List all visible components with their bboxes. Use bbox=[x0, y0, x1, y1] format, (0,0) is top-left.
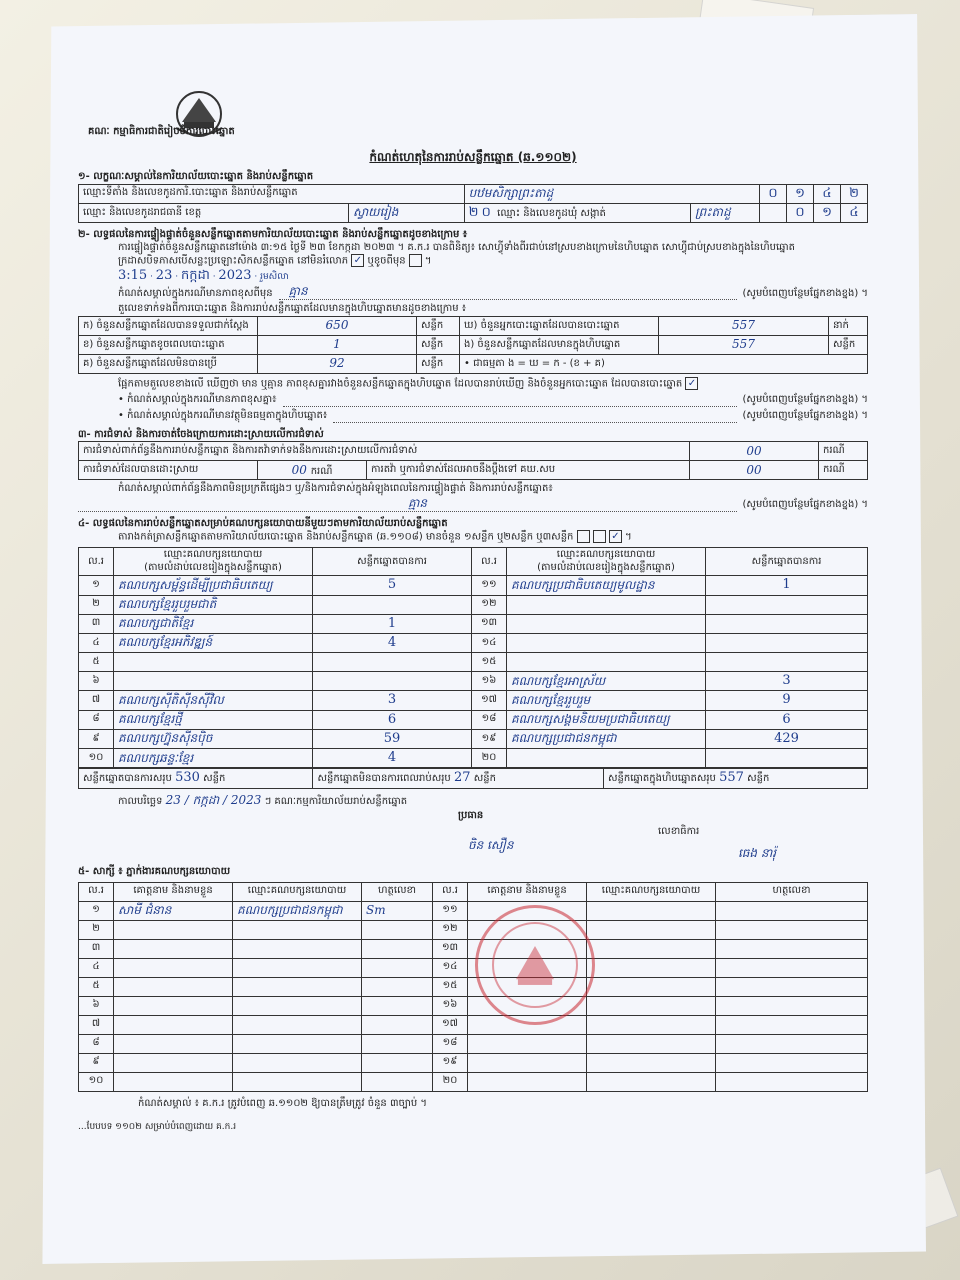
witness-no: ១៣ bbox=[433, 939, 468, 958]
time-value: 3:15 bbox=[118, 268, 148, 283]
no-checkbox[interactable] bbox=[409, 254, 422, 267]
witness-signature bbox=[716, 1015, 868, 1034]
witness-party bbox=[233, 977, 362, 996]
party-votes: 3 bbox=[706, 672, 868, 691]
counts-table bbox=[78, 316, 868, 374]
party-votes: 6 bbox=[313, 710, 472, 729]
table-row bbox=[79, 576, 868, 595]
col-name: គោត្តនាម និងនាមខ្លួន bbox=[114, 882, 233, 901]
table-row bbox=[79, 977, 868, 996]
date-value: 23 / កក្កដា / 2023 bbox=[165, 792, 262, 807]
total-invalid-unit: សន្លឹក bbox=[473, 773, 496, 785]
table-row bbox=[79, 901, 868, 920]
commune-label bbox=[464, 203, 690, 222]
bullet2-field bbox=[333, 410, 736, 423]
party-no: ១៩ bbox=[472, 729, 507, 748]
witness-name bbox=[114, 1034, 233, 1053]
witness-signature bbox=[716, 1034, 868, 1053]
count-unit: នាក់ bbox=[829, 316, 868, 335]
witness-no: ៣ bbox=[79, 939, 114, 958]
witness-no: ១១ bbox=[433, 901, 468, 920]
resolved-number: 00 bbox=[291, 462, 307, 477]
witness-signature: Sm bbox=[362, 901, 433, 920]
witness-party bbox=[233, 920, 362, 939]
witness-signature bbox=[716, 1072, 868, 1091]
party-name bbox=[114, 653, 313, 672]
witness-signature bbox=[362, 920, 433, 939]
no-label: ឬខូចពីមុន bbox=[367, 255, 406, 267]
code-digit: ១ bbox=[814, 203, 841, 222]
sheets3-checkbox[interactable]: ✓ bbox=[609, 530, 622, 543]
witness-party bbox=[587, 1053, 716, 1072]
party-name: គណបក្សប្រជាធិបតេយ្យមូលដ្ឋាន bbox=[507, 576, 706, 595]
witness-no: ៥ bbox=[79, 977, 114, 996]
total-invalid-label: សន្លឹកឆ្នោតមិនបានការពេលរាប់សរុប bbox=[317, 773, 451, 785]
section2-heading: ២- លទ្ធផលនៃការផ្ទៀងផ្ទាត់ចំនួនសន្លឹកឆ្នោតតាមការិយាល័យបោះឆ្នោត និងរាប់សន្លឹកឆ្នោតដូចខាងក្រោម ៖ bbox=[78, 229, 468, 240]
witness-signature bbox=[716, 1053, 868, 1072]
count-label: គ) ចំនួនសន្លឹកឆ្នោតដែលមិនបានប្រើ bbox=[79, 354, 258, 373]
year-value: 2023 bbox=[218, 268, 252, 283]
irregularity-suffix: (សូមបំពេញបន្ថែមផ្នែកខាងខ្នង) ។ bbox=[742, 499, 868, 511]
party-votes: 9 bbox=[706, 691, 868, 710]
count-label: ក) ចំនួនសន្លឹកឆ្នោតដែលបានទទួលជាក់ស្តែង bbox=[79, 316, 258, 335]
committee-label: ៗ គណៈកម្មការិយាល័យរាប់សន្លឹកឆ្នោត bbox=[264, 795, 408, 807]
difference-note-label: កំណត់សម្គាល់ក្នុងករណីមានភាពខុសពីមុន bbox=[118, 287, 273, 299]
witness-name: សាមី ជំនាន bbox=[114, 901, 233, 920]
witness-no: ១ bbox=[79, 901, 114, 920]
verification-text: ការផ្ទៀងផ្ទាត់ចំនួនសន្លឹកឆ្នោតនៅម៉ោង ៣:១៥ ថ្ងៃទី ២៣ ខែកក្កដា ២០២៣ ។ គ.ក.រ បានពិនិត្យ៖ សោហ្វ៉ីទាំងពីរជាប់នៅស្របខាងក្រោមនៃហិបឆ្នោត សោហ្វ៉ីជាប់ស្របខាងក្នុងនៃហិបឆ្នោត ក្រដាសបិទភាសបើសន្លះប្រឡោះសិកសន្លឹកឆ្នោត នៅមិនរំលោភ bbox=[118, 241, 796, 267]
bullet2-line bbox=[118, 410, 868, 423]
witness-party bbox=[233, 996, 362, 1015]
form-footer: ...បែបបទ ១១០២ សម្រាប់បំពេញដោយ គ.ក.រ bbox=[78, 1122, 237, 1132]
witness-no: ១៧ bbox=[433, 1015, 468, 1034]
yes-label: រួមសិលា bbox=[260, 272, 289, 282]
witness-signature bbox=[716, 901, 868, 920]
party-no: ៩ bbox=[79, 729, 114, 748]
sheets1-checkbox[interactable] bbox=[577, 530, 590, 543]
total-invalid-value: 27 bbox=[453, 770, 471, 786]
witness-party bbox=[233, 939, 362, 958]
sheets2-checkbox[interactable] bbox=[593, 530, 606, 543]
witness-signature bbox=[362, 1053, 433, 1072]
party-no: ៤ bbox=[79, 633, 114, 652]
party-name: គណបក្សខ្មែររួបរួម bbox=[507, 691, 706, 710]
witness-party bbox=[587, 1034, 716, 1053]
counts-row bbox=[79, 316, 868, 335]
col-no: ល.រ bbox=[472, 548, 507, 576]
party-name: គណបក្សហ្វ៊ុនស៊ីនប៉ិច bbox=[114, 729, 313, 748]
col-votes: សន្លឹកឆ្នោតបានការ bbox=[313, 548, 472, 576]
count-unit: សន្លឹក bbox=[829, 335, 868, 354]
witness-party bbox=[587, 1015, 716, 1034]
col-party bbox=[507, 548, 706, 576]
party-votes bbox=[313, 595, 472, 614]
party-votes bbox=[313, 653, 472, 672]
party-name bbox=[507, 595, 706, 614]
code-digit: ២ bbox=[841, 184, 868, 203]
resolved-unit: ករណី bbox=[310, 465, 333, 477]
table-row bbox=[79, 749, 868, 768]
witness-no: ១៦ bbox=[433, 996, 468, 1015]
results-body bbox=[79, 576, 868, 768]
col-votes: សន្លឹកឆ្នោតបានការ bbox=[706, 548, 868, 576]
party-no: ១៣ bbox=[472, 614, 507, 633]
party-name: គណបក្សសង្គមនិយមប្រជាធិបតេយ្យ bbox=[507, 710, 706, 729]
table-row bbox=[79, 1072, 868, 1091]
resolved-label: ការជំទាស់ដែលបានដោះស្រាយ bbox=[79, 461, 258, 480]
bullet2-suffix: (សូមបំពេញបន្ថែមផ្នែកខាងខ្នង) ។ bbox=[742, 410, 868, 422]
code-digit: ០ bbox=[760, 184, 787, 203]
results-intro: តារាងកត់ត្រាសន្លឹកឆ្នោតតាមការិយាល័យបោះឆ្នោត និងរាប់សន្លឹកឆ្នោត (ឆ.១១០៨) មានចំនួន ១សន្លឹក ឬ២សន្លឹក ឬ៣សន្លឹក ✓ ។ bbox=[118, 531, 632, 543]
secretary-name: ធេង នារ៉ុ bbox=[738, 846, 777, 860]
table-row bbox=[79, 1015, 868, 1034]
party-no: ៧ bbox=[79, 691, 114, 710]
table-row bbox=[79, 672, 868, 691]
count-label: ខ) ចំនួនសន្លឹកឆ្នោតខូចពេលបោះឆ្នោត bbox=[79, 335, 258, 354]
irregularity-field bbox=[78, 495, 737, 512]
objection-unit: ករណី bbox=[819, 442, 868, 461]
party-votes bbox=[313, 672, 472, 691]
party-name bbox=[507, 633, 706, 652]
witness-name bbox=[114, 977, 233, 996]
date-label: កាលបរិច្ឆេទ bbox=[118, 795, 163, 807]
party-name: គណបក្សឆន្ទៈខ្មែរ bbox=[114, 749, 313, 768]
table-row bbox=[79, 920, 868, 939]
witness-signature bbox=[716, 939, 868, 958]
table-row bbox=[79, 958, 868, 977]
witness-name bbox=[114, 939, 233, 958]
difference-note-suffix: (សូមបំពេញបន្ថែមផ្នែកខាងខ្នង) ។ bbox=[742, 287, 868, 299]
party-name: គណបក្សខ្មែរអាស្រ័យ bbox=[507, 672, 706, 691]
witness-signature bbox=[362, 977, 433, 996]
bullet2-label: • កំណត់សម្គាល់ក្នុងករណីមានវត្ថុមិនធម្មតាក្នុងហិបឆ្នោត៖ bbox=[118, 410, 328, 422]
witness-signature bbox=[362, 996, 433, 1015]
witness-no: ១៤ bbox=[433, 958, 468, 977]
witness-party: គណបក្សប្រជាជនកម្ពុជា bbox=[233, 901, 362, 920]
table-row bbox=[79, 729, 868, 748]
party-votes: 1 bbox=[313, 614, 472, 633]
table-row bbox=[79, 1034, 868, 1053]
match-line bbox=[118, 377, 868, 391]
code-digit: ៤ bbox=[841, 203, 868, 222]
witness-signature bbox=[716, 977, 868, 996]
formula-note: • ជាធម្មតា ង = ឃ = ក - (ខ + គ) bbox=[460, 354, 868, 373]
witness-no: ១២ bbox=[433, 920, 468, 939]
party-votes: 6 bbox=[706, 710, 868, 729]
bullet1-suffix: (សូមបំពេញបន្ថែមផ្នែកខាងខ្នង) ។ bbox=[742, 394, 868, 406]
witness-no: ៨ bbox=[79, 1034, 114, 1053]
totals-table bbox=[78, 768, 868, 788]
document bbox=[78, 60, 868, 1133]
form-title: កំណត់ហេតុនៃការរាប់សន្លឹកឆ្នោត (ឆ.១១០២) bbox=[369, 150, 577, 164]
party-votes: 4 bbox=[313, 749, 472, 768]
party-name: គណបក្សខ្មែររួបរួមជាតិ bbox=[114, 595, 313, 614]
total-invalid bbox=[313, 769, 604, 788]
party-no: ១៨ bbox=[472, 710, 507, 729]
witness-signature bbox=[362, 1034, 433, 1053]
footnote: កំណត់សម្គាល់ ៖ គ.ក.រ ត្រូវបំពេញ ឆ.១១០២ ឱ្យបានត្រឹមត្រូវ ចំនួន ៣ច្បាប់ ។ bbox=[138, 1097, 427, 1109]
witness-no: ២០ bbox=[433, 1072, 468, 1091]
party-no: ១២ bbox=[472, 595, 507, 614]
witness-body bbox=[79, 901, 868, 1091]
witness-name bbox=[468, 1053, 587, 1072]
table-row bbox=[79, 595, 868, 614]
witness-table bbox=[78, 882, 868, 1092]
party-no: ១៥ bbox=[472, 653, 507, 672]
count-value: 557 bbox=[659, 335, 829, 354]
witness-no: ១៥ bbox=[433, 977, 468, 996]
party-votes bbox=[706, 749, 868, 768]
witness-name bbox=[114, 920, 233, 939]
objections-table bbox=[78, 441, 868, 480]
appeal-unit: ករណី bbox=[819, 461, 868, 480]
total-box-value: 557 bbox=[719, 770, 744, 786]
seal-emblem-icon bbox=[478, 908, 592, 1022]
party-name bbox=[507, 653, 706, 672]
section3-heading: ៣- ការជំទាស់ និងការចាត់ចែងក្រោយការដោះស្រាយលើការជំទាស់ bbox=[78, 428, 324, 440]
witness-signature bbox=[716, 958, 868, 977]
party-votes: 429 bbox=[706, 729, 868, 748]
count-value: 1 bbox=[258, 335, 417, 354]
witness-party bbox=[587, 920, 716, 939]
party-no: ១៧ bbox=[472, 691, 507, 710]
witness-signature bbox=[362, 958, 433, 977]
col-party-text: ឈ្មោះគណបក្សនយោបាយ bbox=[163, 549, 263, 561]
party-name bbox=[507, 749, 706, 768]
results-header-row bbox=[79, 548, 868, 576]
col-party-sub: (តាមលំដាប់លេខរៀងក្នុងសន្លឹកឆ្នោត) bbox=[144, 561, 282, 573]
commune-value: ព្រះតាដួ bbox=[691, 203, 760, 222]
witness-name bbox=[468, 1034, 587, 1053]
party-no: ១១ bbox=[472, 576, 507, 595]
witness-party bbox=[233, 958, 362, 977]
party-votes: 5 bbox=[313, 576, 472, 595]
witness-party bbox=[233, 1053, 362, 1072]
section1-table bbox=[78, 184, 868, 224]
witness-party bbox=[233, 1072, 362, 1091]
objection-label: ការជំទាស់ពាក់ព័ន្ធនឹងការរាប់សន្លឹកឆ្នោត និងការតវ៉ាទាក់ទងនឹងការដោះស្រាយលើការជំទាស់ bbox=[79, 442, 690, 461]
day-value: 23 bbox=[155, 268, 173, 283]
counts-row bbox=[79, 335, 868, 354]
table-row bbox=[79, 614, 868, 633]
table-row bbox=[79, 939, 868, 958]
party-no: ៥ bbox=[79, 653, 114, 672]
counts-row bbox=[79, 354, 868, 373]
party-results-table bbox=[78, 547, 868, 768]
appeal-value: 00 bbox=[690, 461, 819, 480]
witness-name bbox=[114, 1053, 233, 1072]
count-label: ង) ចំនួនសន្លឹកឆ្នោតដែលមានក្នុងហិបឆ្នោត bbox=[460, 335, 659, 354]
witness-party bbox=[233, 1034, 362, 1053]
witness-no: ៦ bbox=[79, 996, 114, 1015]
party-name: គណបក្សជាតិខ្មែរ bbox=[114, 614, 313, 633]
count-value: 557 bbox=[659, 316, 829, 335]
party-votes bbox=[706, 614, 868, 633]
party-no: ២០ bbox=[472, 749, 507, 768]
col-no: ល.រ bbox=[79, 548, 114, 576]
count-unit: សន្លឹក bbox=[417, 354, 460, 373]
party-no: ៨ bbox=[79, 710, 114, 729]
party-votes bbox=[706, 633, 868, 652]
difference-note-line bbox=[118, 284, 868, 300]
witness-no: ៤ bbox=[79, 958, 114, 977]
party-name: គណបក្សសម្ព័ន្ធដើម្បីប្រជាធិបតេយ្យ bbox=[114, 576, 313, 595]
col-party: ឈ្មោះគណបក្សនយោបាយ bbox=[233, 882, 362, 901]
party-no: ១ bbox=[79, 576, 114, 595]
date-line bbox=[118, 793, 868, 809]
witness-no: ១០ bbox=[79, 1072, 114, 1091]
party-no: ២ bbox=[79, 595, 114, 614]
witness-signature bbox=[362, 1015, 433, 1034]
table-row bbox=[79, 653, 868, 672]
table-row bbox=[79, 691, 868, 710]
province-code: ២ bbox=[468, 204, 479, 220]
witness-no: ២ bbox=[79, 920, 114, 939]
witness-name bbox=[114, 958, 233, 977]
col-no: ល.រ bbox=[79, 882, 114, 901]
witness-party bbox=[233, 1015, 362, 1034]
code-digit: ០ bbox=[787, 203, 814, 222]
party-no: ១០ bbox=[79, 749, 114, 768]
witness-name bbox=[468, 1072, 587, 1091]
total-valid-value: 530 bbox=[175, 770, 200, 786]
party-no: ១៤ bbox=[472, 633, 507, 652]
party-name bbox=[114, 672, 313, 691]
total-valid-unit: សន្លឹក bbox=[203, 773, 226, 785]
count-label: ឃ) ចំនួនអ្នកបោះឆ្នោតដែលបានបោះឆ្នោត bbox=[460, 316, 659, 335]
chair-name: ចិន សឿន bbox=[468, 838, 514, 852]
code-digit: ១ bbox=[787, 184, 814, 203]
org-name: គណៈ កម្មាធិការជាតិរៀបចំការបោះឆ្នោត bbox=[88, 126, 235, 137]
table-row bbox=[79, 996, 868, 1015]
col-party-text: ឈ្មោះគណបក្សនយោបាយ bbox=[556, 549, 656, 561]
party-name: គណបក្សប្រជាជនកម្ពុជា bbox=[507, 729, 706, 748]
party-name: គណបក្សស៊ីតិស៊ីនស៊ីវិល bbox=[114, 691, 313, 710]
witness-signature bbox=[716, 920, 868, 939]
party-votes bbox=[706, 653, 868, 672]
party-votes bbox=[706, 595, 868, 614]
yes-checkbox[interactable]: ✓ bbox=[351, 254, 364, 267]
party-no: ៦ bbox=[79, 672, 114, 691]
total-box bbox=[603, 769, 867, 788]
total-valid bbox=[79, 769, 313, 788]
witness-name bbox=[114, 996, 233, 1015]
counts-intro: តួលេខទាក់ទងពីការបោះឆ្នោត និងការរាប់សន្លឹកឆ្នោតដែលមានក្នុងហិបឆ្នោតមានដូចខាងក្រោម ៖ bbox=[118, 303, 467, 315]
party-name: គណបក្សខ្មែរអភិវឌ្ឍន៍ bbox=[114, 633, 313, 652]
resolved-value bbox=[258, 461, 367, 480]
total-valid-label: សន្លឹកឆ្នោតបានការសរុប bbox=[83, 773, 172, 785]
col-no: ល.រ bbox=[433, 882, 468, 901]
party-name bbox=[507, 614, 706, 633]
appeal-label: ការតវ៉ា ឬការជំទាស់ដែលអាចនឹងប្តឹងទៅ គឃ.សប bbox=[367, 461, 690, 480]
table-row bbox=[79, 710, 868, 729]
col-party-sub: (តាមលំដាប់លេខរៀងក្នុងសន្លឹកឆ្នោត) bbox=[537, 561, 675, 573]
signatures-area bbox=[78, 808, 868, 860]
witness-party bbox=[587, 958, 716, 977]
section5-heading: ៥- សាក្សី ៖ ភ្នាក់ងារគណបក្សនយោបាយ bbox=[78, 866, 231, 877]
bullet1-label: • កំណត់សម្គាល់ក្នុងករណីមានភាពខុសគ្នា៖ bbox=[118, 394, 277, 406]
witness-party bbox=[587, 939, 716, 958]
col-party: ឈ្មោះគណបក្សនយោបាយ bbox=[587, 882, 716, 901]
objection-value: 00 bbox=[690, 442, 819, 461]
party-no: ១៦ bbox=[472, 672, 507, 691]
party-votes: 3 bbox=[313, 691, 472, 710]
witness-name bbox=[114, 1072, 233, 1091]
col-sign: ហត្ថលេខា bbox=[716, 882, 868, 901]
code-digit: ៤ bbox=[814, 184, 841, 203]
witness-no: ១៨ bbox=[433, 1034, 468, 1053]
party-votes: 1 bbox=[706, 576, 868, 595]
irregularity-value: គ្មាន bbox=[408, 495, 428, 510]
irregularity-line bbox=[78, 495, 868, 512]
party-votes: 59 bbox=[313, 729, 472, 748]
col-party bbox=[114, 548, 313, 576]
bullet1-line bbox=[118, 394, 868, 407]
match-text: ផ្អែកតាមតួលេខខាងលើ ឃើញថា មាន ឬគ្មាន ភាពខុសគ្នារវាងចំនួនសន្លឹកឆ្នោតក្នុងហិបឆ្នោត ដែលបានរាប់ឃើញ និងចំនួនអ្នកបោះឆ្នោត ដែលបានបោះឆ្នោត bbox=[118, 378, 683, 390]
total-box-unit: សន្លឹក bbox=[747, 773, 770, 785]
witness-signature bbox=[362, 939, 433, 958]
province-code: ០ bbox=[481, 204, 491, 220]
witness-party bbox=[587, 977, 716, 996]
witness-party bbox=[587, 1072, 716, 1091]
count-unit: សន្លឹក bbox=[417, 335, 460, 354]
province-label: ឈ្មោះ និងលេខកូដរាជធានី ខេត្ត bbox=[79, 203, 349, 222]
table-row bbox=[79, 1053, 868, 1072]
total-box-label: សន្លឹកឆ្នោតក្នុងហិបឆ្នោតសរុប bbox=[607, 773, 716, 785]
witness-no: ៩ bbox=[79, 1053, 114, 1072]
month-value: កក្កដា bbox=[180, 268, 210, 283]
verification-handwritten: 3:15 · 23 · កក្កដា · 2023 · រួមសិលា bbox=[118, 268, 289, 283]
match-checkbox[interactable]: ✓ bbox=[685, 377, 698, 390]
count-value: 650 bbox=[258, 316, 417, 335]
secretary-label: លេខាធិការ bbox=[658, 826, 700, 837]
party-name: គណបក្សខ្មែរថ្មី bbox=[114, 710, 313, 729]
results-intro-text: តារាងកត់ត្រាសន្លឹកឆ្នោតតាមការិយាល័យបោះឆ្នោត និងរាប់សន្លឹកឆ្នោត (ឆ.១១០៨) មានចំនួន ១សន្លឹក ឬ២សន្លឹក ឬ៣សន្លឹក bbox=[118, 531, 574, 543]
witness-signature bbox=[362, 1072, 433, 1091]
party-no: ៣ bbox=[79, 614, 114, 633]
count-value: 92 bbox=[258, 354, 417, 373]
col-name: គោត្តនាម និងនាមខ្លួន bbox=[468, 882, 587, 901]
verification-paragraph: ការផ្ទៀងផ្ទាត់ចំនួនសន្លឹកឆ្នោតនៅម៉ោង ៣:១៥ ថ្ងៃទី ២៣ ខែកក្កដា ២០២៣ ។ គ.ក.រ បានពិនិត្យ៖ សោហ្វ៉ីទាំងពីរជាប់នៅស្របខាងក្រោមនៃហិបឆ្នោត សោហ្វ៉ីជាប់ស្របខាងក្នុងនៃហិបឆ្នោត ក្រដាសបិទភាសបើសន្លះប្រឡោះសិកសន្លឹកឆ្នោត នៅមិនរំលោភ ✓ ឬខូចពីមុន ។ 3:15 · 23 · កក្កដា · 2023 · រួមសិលា bbox=[118, 242, 868, 285]
chair-label: ប្រធាន bbox=[458, 810, 484, 821]
witness-party bbox=[587, 901, 716, 920]
table-row bbox=[79, 633, 868, 652]
difference-note-value: គ្មាន bbox=[288, 284, 308, 299]
code-digit bbox=[760, 203, 787, 222]
polling-station-label: ឈ្មោះទីតាំង និងលេខកូដការិ.បោះឆ្នោត និងរាប់សន្លឹកឆ្នោត bbox=[79, 184, 465, 203]
count-unit: សន្លឹក bbox=[417, 316, 460, 335]
polling-station-value: បឋមសិក្សាព្រះតាដួ bbox=[464, 184, 759, 203]
section4-heading: ៤- លទ្ធផលនៃការរាប់សន្លឹកឆ្នោតសម្រាប់គណបក្សនយោបាយនីមួយៗតាមការិយាល័យរាប់សន្លឹកឆ្នោត bbox=[78, 517, 448, 529]
province-value: ស្វាយរៀង bbox=[348, 203, 464, 222]
section1-heading: ១- លក្ខណៈសម្គាល់នៃការិយាល័យបោះឆ្នោត និងរាប់សន្លឹកឆ្នោត bbox=[78, 171, 314, 182]
witness-no: ១៩ bbox=[433, 1053, 468, 1072]
party-votes: 4 bbox=[313, 633, 472, 652]
difference-note-field bbox=[279, 284, 737, 300]
col-sign: ហត្ថលេខា bbox=[362, 882, 433, 901]
witness-header-row bbox=[79, 882, 868, 901]
official-seal-stamp bbox=[475, 905, 595, 1025]
witness-no: ៧ bbox=[79, 1015, 114, 1034]
witness-party bbox=[587, 996, 716, 1015]
witness-signature bbox=[716, 996, 868, 1015]
bullet1-field bbox=[283, 394, 737, 407]
witness-name bbox=[114, 1015, 233, 1034]
commune-label-text: ឈ្មោះ និងលេខកូដឃុំ សង្កាត់ bbox=[497, 207, 606, 219]
irregularity-note: កំណត់សម្គាល់ពាក់ព័ន្ធនឹងភាពមិនប្រក្រតីផ្សេងៗ ឬ/និងការជំទាស់ក្នុងអំឡុងពេលនៃការផ្ទៀងផ្ទាត់ និងការរាប់សន្លឹកឆ្នោត៖ bbox=[118, 483, 553, 495]
